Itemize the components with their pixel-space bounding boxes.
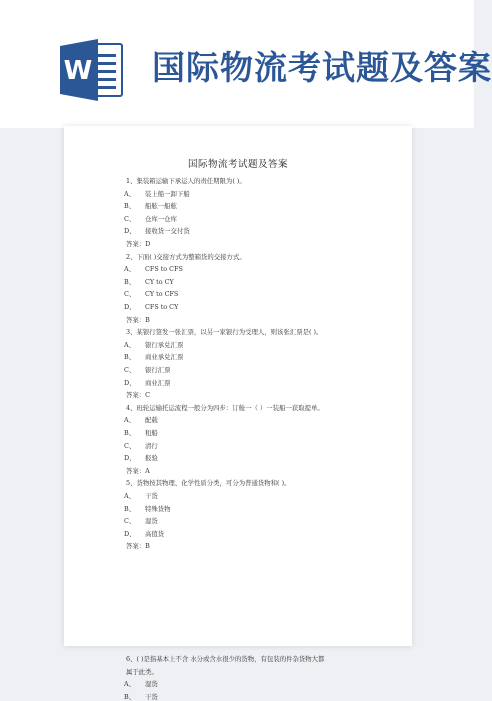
option-letter: C、	[124, 366, 136, 374]
option-letter: C、	[124, 517, 136, 526]
option-letter: D、	[124, 378, 136, 387]
option-text: 银行承兑汇票	[145, 340, 184, 349]
option-letter: B、	[124, 202, 136, 211]
option-text: 仓库一仓库	[145, 214, 177, 223]
question-4-answer: 答案：A	[126, 466, 150, 475]
option-letter: B、	[124, 504, 136, 513]
option-text: 船舷一船舷	[145, 202, 177, 211]
header-banner	[0, 0, 492, 128]
option-letter: C、	[124, 441, 136, 450]
option-letter: D、	[124, 227, 136, 236]
option-text: 报验	[145, 454, 158, 463]
question-3-answer: 答案：C	[126, 391, 151, 400]
option-text: 清行	[145, 441, 158, 450]
question-2-answer: 答案：B	[126, 315, 150, 324]
option-letter: D、	[124, 454, 136, 463]
option-letter: A、	[124, 680, 136, 688]
option-letter: D、	[124, 303, 136, 311]
option-text: 高值货	[145, 529, 165, 538]
option-letter: B、	[124, 693, 136, 701]
option-text: 租船	[145, 429, 158, 437]
question-6-line1: 6、( )是指基本上不含 水分或含水很少的货物，有包装的件杂货物大都	[126, 655, 325, 663]
option-letter: A、	[124, 416, 136, 425]
option-text: CY to CFS	[145, 290, 179, 299]
option-text: 接收货一交付货	[145, 227, 190, 236]
word-document-icon	[58, 38, 124, 102]
option-letter: A、	[124, 340, 136, 349]
question-5-answer: 答案：B	[126, 542, 150, 551]
option-text: 银行汇票	[145, 366, 171, 374]
option-letter: B、	[124, 429, 136, 437]
option-letter: A、	[124, 265, 136, 274]
option-letter: A、	[124, 492, 136, 500]
option-text: 干货	[145, 492, 158, 500]
question-4-text: 4、班轮运输托运流程一般分为四步：订舱一（ ）一装船一获取提单。	[126, 403, 324, 412]
option-text: 湿货	[145, 517, 158, 526]
question-1-answer: 答案：D	[126, 240, 151, 248]
option-text: CFS to CY	[145, 303, 179, 311]
option-text: 商业汇票	[145, 378, 171, 387]
option-text: CFS to CFS	[145, 265, 183, 274]
option-letter: C、	[124, 290, 136, 299]
option-text: 商业承兑汇票	[145, 353, 184, 362]
option-letter: D、	[124, 529, 136, 538]
option-text: CY to CY	[145, 277, 174, 286]
option-text: 配载	[145, 416, 158, 425]
option-letter: B、	[124, 353, 136, 362]
question-1-text: 1、集装箱运输下承运人的责任期限为( )。	[126, 177, 246, 185]
svg-text:W: W	[63, 56, 93, 86]
option-letter: B、	[124, 277, 136, 286]
option-text: 装上船一卸下船	[145, 189, 190, 198]
question-2-text: 2、下面( )交接方式为整箱货的交接方式。	[126, 252, 246, 261]
question-6-line2: 属于此类。	[126, 668, 158, 676]
option-text: 特殊货物	[145, 504, 171, 513]
document-page	[64, 126, 412, 701]
banner-title: 国际物流考试题及答案	[152, 48, 492, 87]
option-letter: A、	[124, 189, 136, 198]
option-letter: C、	[124, 214, 136, 223]
option-text: 干货	[145, 693, 158, 701]
question-5-text: 5、货物按其物理、化学性质分类，可分为普通货物和( )。	[126, 479, 291, 488]
option-text: 湿货	[145, 680, 158, 688]
question-3-text: 3、某银行签发一张汇票，以另一家银行为受理人，则该张汇票是( )。	[126, 328, 323, 337]
document-title: 国际物流考试题及答案	[187, 159, 288, 170]
